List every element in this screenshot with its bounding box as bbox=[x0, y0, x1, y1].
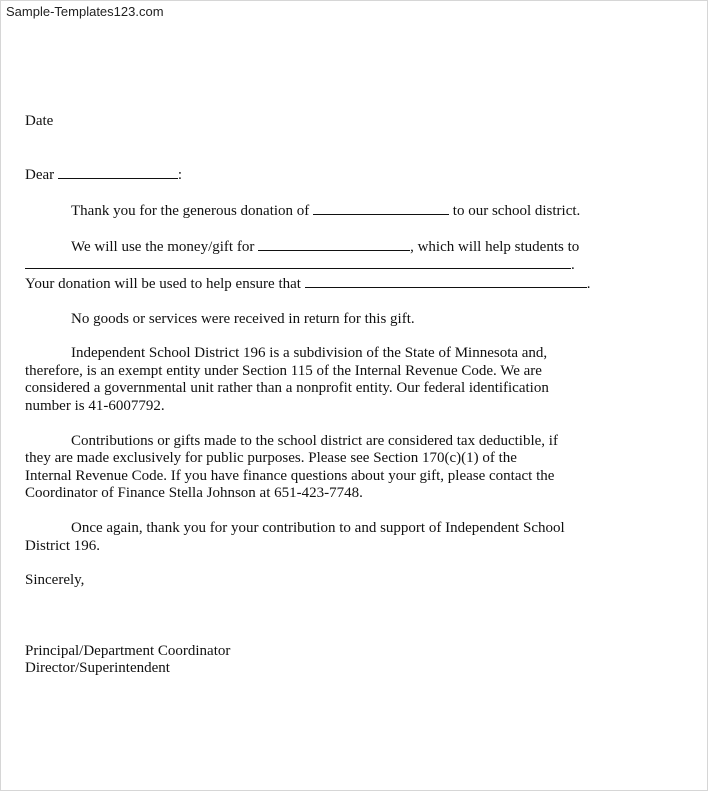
signature-title: Principal/Department Coordinator bbox=[25, 642, 231, 659]
use-period: . bbox=[571, 257, 575, 274]
use-continuation-line bbox=[25, 256, 687, 275]
sign-off: Sincerely, bbox=[25, 572, 85, 589]
donor-name-blank bbox=[58, 166, 178, 179]
signature-block bbox=[25, 643, 687, 678]
paragraph-line: they are made exclusively for public purposes. Please see Section 170(c)(1) of the bbox=[25, 450, 517, 467]
site-watermark: Sample-Templates123.com bbox=[6, 4, 164, 19]
use-text-post: , which will help students to bbox=[410, 238, 580, 255]
ensure-period: . bbox=[586, 275, 591, 292]
paragraph-line: District 196. bbox=[25, 537, 100, 554]
paragraph-line: Once again, thank you for your contribution to and support of Independent School bbox=[71, 519, 565, 536]
ensure-text: Your donation will be used to help ensure that bbox=[25, 275, 301, 292]
exempt-status-paragraph bbox=[25, 345, 687, 415]
paragraph-line: Independent School District 196 is a subdivision of the State of Minnesota and, bbox=[71, 345, 548, 362]
thanks-line bbox=[25, 202, 687, 221]
signature-title: Director/Superintendent bbox=[25, 660, 170, 677]
salutation-colon: : bbox=[177, 166, 183, 183]
thanks-text-pre: Thank you for the generous donation of bbox=[71, 203, 310, 220]
ensure-blank bbox=[305, 275, 587, 288]
donation-letter bbox=[25, 113, 687, 678]
paragraph-line: therefore, is an exempt entity under Section 115 of the Internal Revenue Code. We are bbox=[25, 362, 542, 379]
salutation-line bbox=[25, 166, 687, 185]
paragraph-line: number is 41-6007792. bbox=[25, 397, 165, 414]
no-goods-line: No goods or services were received in return for this gift. bbox=[71, 310, 415, 327]
donation-amount-blank bbox=[313, 202, 449, 215]
paragraph-line: considered a governmental unit rather than a nonprofit entity. Our federal identification bbox=[25, 380, 549, 397]
use-line bbox=[25, 238, 687, 257]
gift-purpose-blank bbox=[258, 238, 410, 251]
closing-paragraph bbox=[25, 520, 687, 555]
student-benefit-blank bbox=[25, 256, 571, 269]
tax-deductible-paragraph bbox=[25, 433, 687, 503]
use-text-pre: We will use the money/gift for bbox=[71, 238, 255, 255]
paragraph-line: Coordinator of Finance Stella Johnson at 651-423-7748. bbox=[25, 485, 363, 502]
paragraph-line: Contributions or gifts made to the school district are considered tax deductible, if bbox=[71, 432, 558, 449]
salutation-text: Dear bbox=[25, 166, 55, 183]
paragraph-line: Internal Revenue Code. If you have finance questions about your gift, please contact the bbox=[25, 467, 555, 484]
thanks-text-post: to our school district. bbox=[452, 203, 581, 220]
ensure-line bbox=[25, 275, 687, 294]
date-line: Date bbox=[25, 113, 54, 129]
